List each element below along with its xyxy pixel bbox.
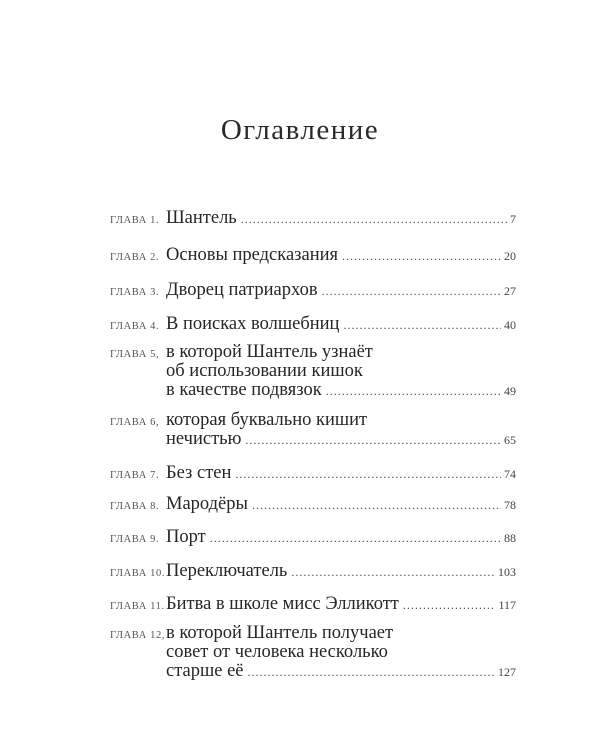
chapter-title-line (166, 209, 516, 228)
chapter-title (166, 562, 516, 581)
chapter-title-line (166, 495, 516, 514)
page-number: 40 (504, 318, 516, 332)
chapter-title-text: Мародёры (166, 494, 248, 514)
chapter-title-line: которая буквально кишит (166, 410, 368, 430)
dot-leader (322, 282, 501, 301)
page-number: 49 (504, 384, 516, 398)
page-number: 27 (504, 284, 516, 298)
dot-leader (248, 663, 496, 682)
dot-leader (235, 465, 501, 484)
page-number: 117 (498, 598, 516, 612)
chapter-title-line: в которой Шантель узнаёт (166, 342, 373, 362)
chapter-label: ГЛАВА 4. (110, 321, 160, 332)
chapter-title (166, 281, 516, 300)
page-number: 127 (498, 665, 516, 679)
page-number: 20 (504, 249, 516, 263)
chapter-title-text: Шантель (166, 208, 237, 228)
dot-leader (291, 563, 495, 582)
dot-leader (343, 316, 501, 335)
chapter-title (166, 246, 516, 265)
chapter-title-text: Порт (166, 527, 206, 547)
chapter-title-line (166, 528, 516, 547)
chapter-title (166, 595, 516, 614)
chapter-title-text: в качестве подвязок (166, 380, 322, 400)
chapter-label: ГЛАВА 2. (110, 252, 160, 263)
chapter-label: ГЛАВА 3. (110, 287, 160, 298)
chapter-title-line: в которой Шантель получает (166, 623, 394, 643)
chapter-title-text: старше её (166, 661, 244, 681)
chapter-title (166, 495, 516, 514)
chapter-title (166, 464, 516, 483)
dot-leader (210, 529, 501, 548)
chapter-title (166, 315, 516, 334)
page-number: 88 (504, 531, 516, 545)
chapter-title-line: совет от человека несколько (166, 642, 388, 662)
chapter-title-text: нечистью (166, 429, 242, 449)
dot-leader (252, 496, 501, 515)
page-number: 78 (504, 498, 516, 512)
page-number: 7 (510, 212, 516, 226)
page-number: 65 (504, 433, 516, 447)
chapter-label: ГЛАВА 6, (110, 417, 160, 428)
chapter-label: ГЛАВА 5, (110, 349, 160, 360)
chapter-title (166, 528, 516, 547)
dot-leader (245, 431, 501, 450)
chapter-title-line (166, 281, 516, 300)
dot-leader (326, 382, 501, 401)
chapter-title-line (166, 315, 516, 334)
page-title: Оглавление (220, 114, 380, 146)
chapter-label: ГЛАВА 12, (110, 630, 166, 641)
chapter-title-text: Без стен (166, 463, 232, 483)
chapter-title-line (166, 662, 516, 681)
dot-leader (241, 210, 507, 229)
chapter-title-text: Битва в школе мисс Элликотт (166, 594, 399, 614)
chapter-title (166, 624, 516, 681)
chapter-title-line (166, 430, 516, 449)
chapter-title (166, 411, 516, 449)
dot-leader (403, 596, 496, 615)
page-number: 103 (498, 565, 516, 579)
chapter-label: ГЛАВА 11. (110, 601, 165, 612)
chapter-title-text: В поисках волшебниц (166, 314, 340, 334)
chapter-title (166, 209, 516, 228)
page-number: 74 (504, 467, 516, 481)
chapter-label: ГЛАВА 1. (110, 215, 160, 226)
dot-leader (342, 247, 501, 266)
chapter-label: ГЛАВА 8. (110, 501, 160, 512)
chapter-title-line (166, 381, 516, 400)
chapter-label: ГЛАВА 10. (110, 568, 166, 579)
chapter-title-text: Основы предсказания (166, 245, 339, 265)
chapter-title (166, 343, 516, 400)
chapter-title-text: Дворец патриархов (166, 280, 318, 300)
chapter-title-line: об использовании кишок (166, 361, 363, 381)
chapter-title-line (166, 595, 516, 614)
chapter-label: ГЛАВА 9. (110, 534, 160, 545)
chapter-label: ГЛАВА 7. (110, 470, 160, 481)
chapter-title-line (166, 246, 516, 265)
chapter-title-text: Переключатель (166, 561, 288, 581)
chapter-title-line (166, 464, 516, 483)
chapter-title-line (166, 562, 516, 581)
